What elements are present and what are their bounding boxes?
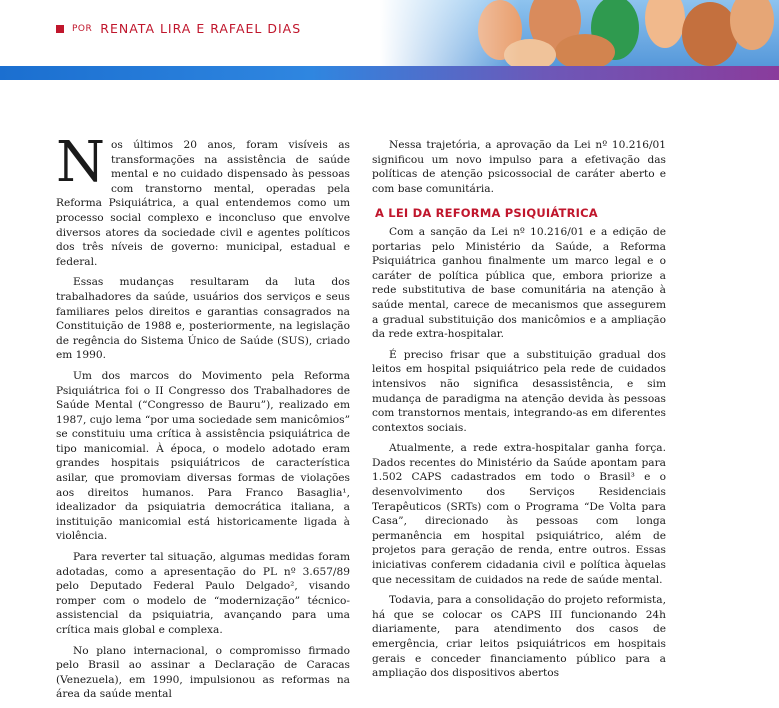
article-paragraph: No plano internacional, o compromisso firmado pelo Brasil ao assinar a Declaração de Caracas (Venezuela), em 1990, impulsionou as reformas na área da saúde mental <box>56 644 350 701</box>
article-paragraph: É preciso frisar que a substituição gradual dos leitos em hospital psiquiátrico pela rede de cuidados intensivos não significa desassistência, e sim mudança de paradigma na atenção devida às pessoas com transtornos mentais, integrando-as em diferentes contextos sociais. <box>372 348 666 434</box>
section-heading: A LEI DA REFORMA PSIQUIÁTRICA <box>375 206 598 221</box>
header-banner <box>0 0 779 80</box>
drop-cap: N <box>56 130 105 195</box>
article-paragraph: Essas mudanças resultaram da luta dos trabalhadores da saúde, usuários dos serviços e seus familiares pelos direitos e garantias consagrados na Constituição de 1988 e, posteriormente, na legislação de regência do Sistema Único de Saúde (SUS), criado em 1990. <box>56 276 350 362</box>
article-column-right <box>372 138 666 687</box>
paragraph-text: os últimos 20 anos, foram visíveis as transformações na assistência de saúde mental e no cuidado dispensado às pessoas com transtorno mental, operadas pela Reforma Psiquiátrica, a qual entendemos como um processo social complexo e inconcluso que envolve diversos atores da sociedade civil e agentes políticos dos três níveis de governo: municipal, estadual e federal. <box>56 139 350 268</box>
article-column-left <box>56 130 351 708</box>
byline-marker-icon <box>56 25 64 33</box>
byline <box>56 21 301 36</box>
article-paragraph <box>56 130 350 269</box>
article-paragraph: Atualmente, a rede extra-hospitalar ganha força. Dados recentes do Ministério da Saúde apontam para 1.502 CAPS cadastrados em todo o Brasil³ e o desenvolvimento dos Serviços Residenciais Terapêuticos (SRTs) com o Programa “De Volta para Casa”, direcionado às pessoas com longa permanência em hospital psiquiátrico, além de projetos para geração de renda, entre outros. Essas iniciativas conferem cidadania civil e política àquelas que necessitam de cuidados na rede de saúde mental. <box>372 442 666 586</box>
article-paragraph: Com a sanção da Lei nº 10.216/01 e a edição de portarias pelo Ministério da Saúde, a Reforma Psiquiátrica ganhou finalmente um marco legal e o caráter de política pública que, embora priorize a rede substitutiva de base comunitária na atenção à saúde mental, carece de mecanismos que assegurem a gradual substituição dos manicômios e a ampliação da rede extra-hospitalar. <box>372 225 666 341</box>
article-paragraph: Todavia, para a consolidação do projeto reformista, há que se colocar os CAPS III funcionando 24h diariamente, para atendimento dos casos de emergência, criar leitos psiquiátricos em hospitais gerais e conceder financiamento público para a ampliação dos dispositivos abertos <box>372 594 666 680</box>
article-paragraph: Um dos marcos do Movimento pela Reforma Psiquiátrica foi o II Congresso dos Trabalhadores de Saúde Mental (“Congresso de Bauru”), realizado em 1987, cujo lema “por uma sociedade sem manicômios” se constituiu uma crítica à assistência psiquiátrica de tipo manicomial. À época, o modelo adotado eram grandes hospitais psiquiátricos de característica asilar, que promoviam diversas formas de violações aos direitos humanos. Para Franco Basaglia¹, idealizador da psiquiatria democrática italiana, a instituição manicomial está historicamente ligada à violência. <box>56 369 351 543</box>
article-paragraph: Nessa trajetória, a aprovação da Lei nº 10.216/01 significou um novo impulso para a efetivação das políticas de atenção psicossocial de caráter aberto e com base comunitária. <box>372 139 666 195</box>
byline-prefix: POR <box>72 23 93 34</box>
article-paragraph: Para reverter tal situação, algumas medidas foram adotadas, como a apresentação do PL nº 3.657/89 pelo Deputado Federal Paulo Delgado², visando romper com o modelo de “modernização” técnico-assistencial da psiquiatria, avançando para uma crítica mais global e complexa. <box>56 551 350 636</box>
byline-authors: RENATA LIRA E RAFAEL DIAS <box>100 21 302 36</box>
header-blue-band <box>0 66 779 80</box>
